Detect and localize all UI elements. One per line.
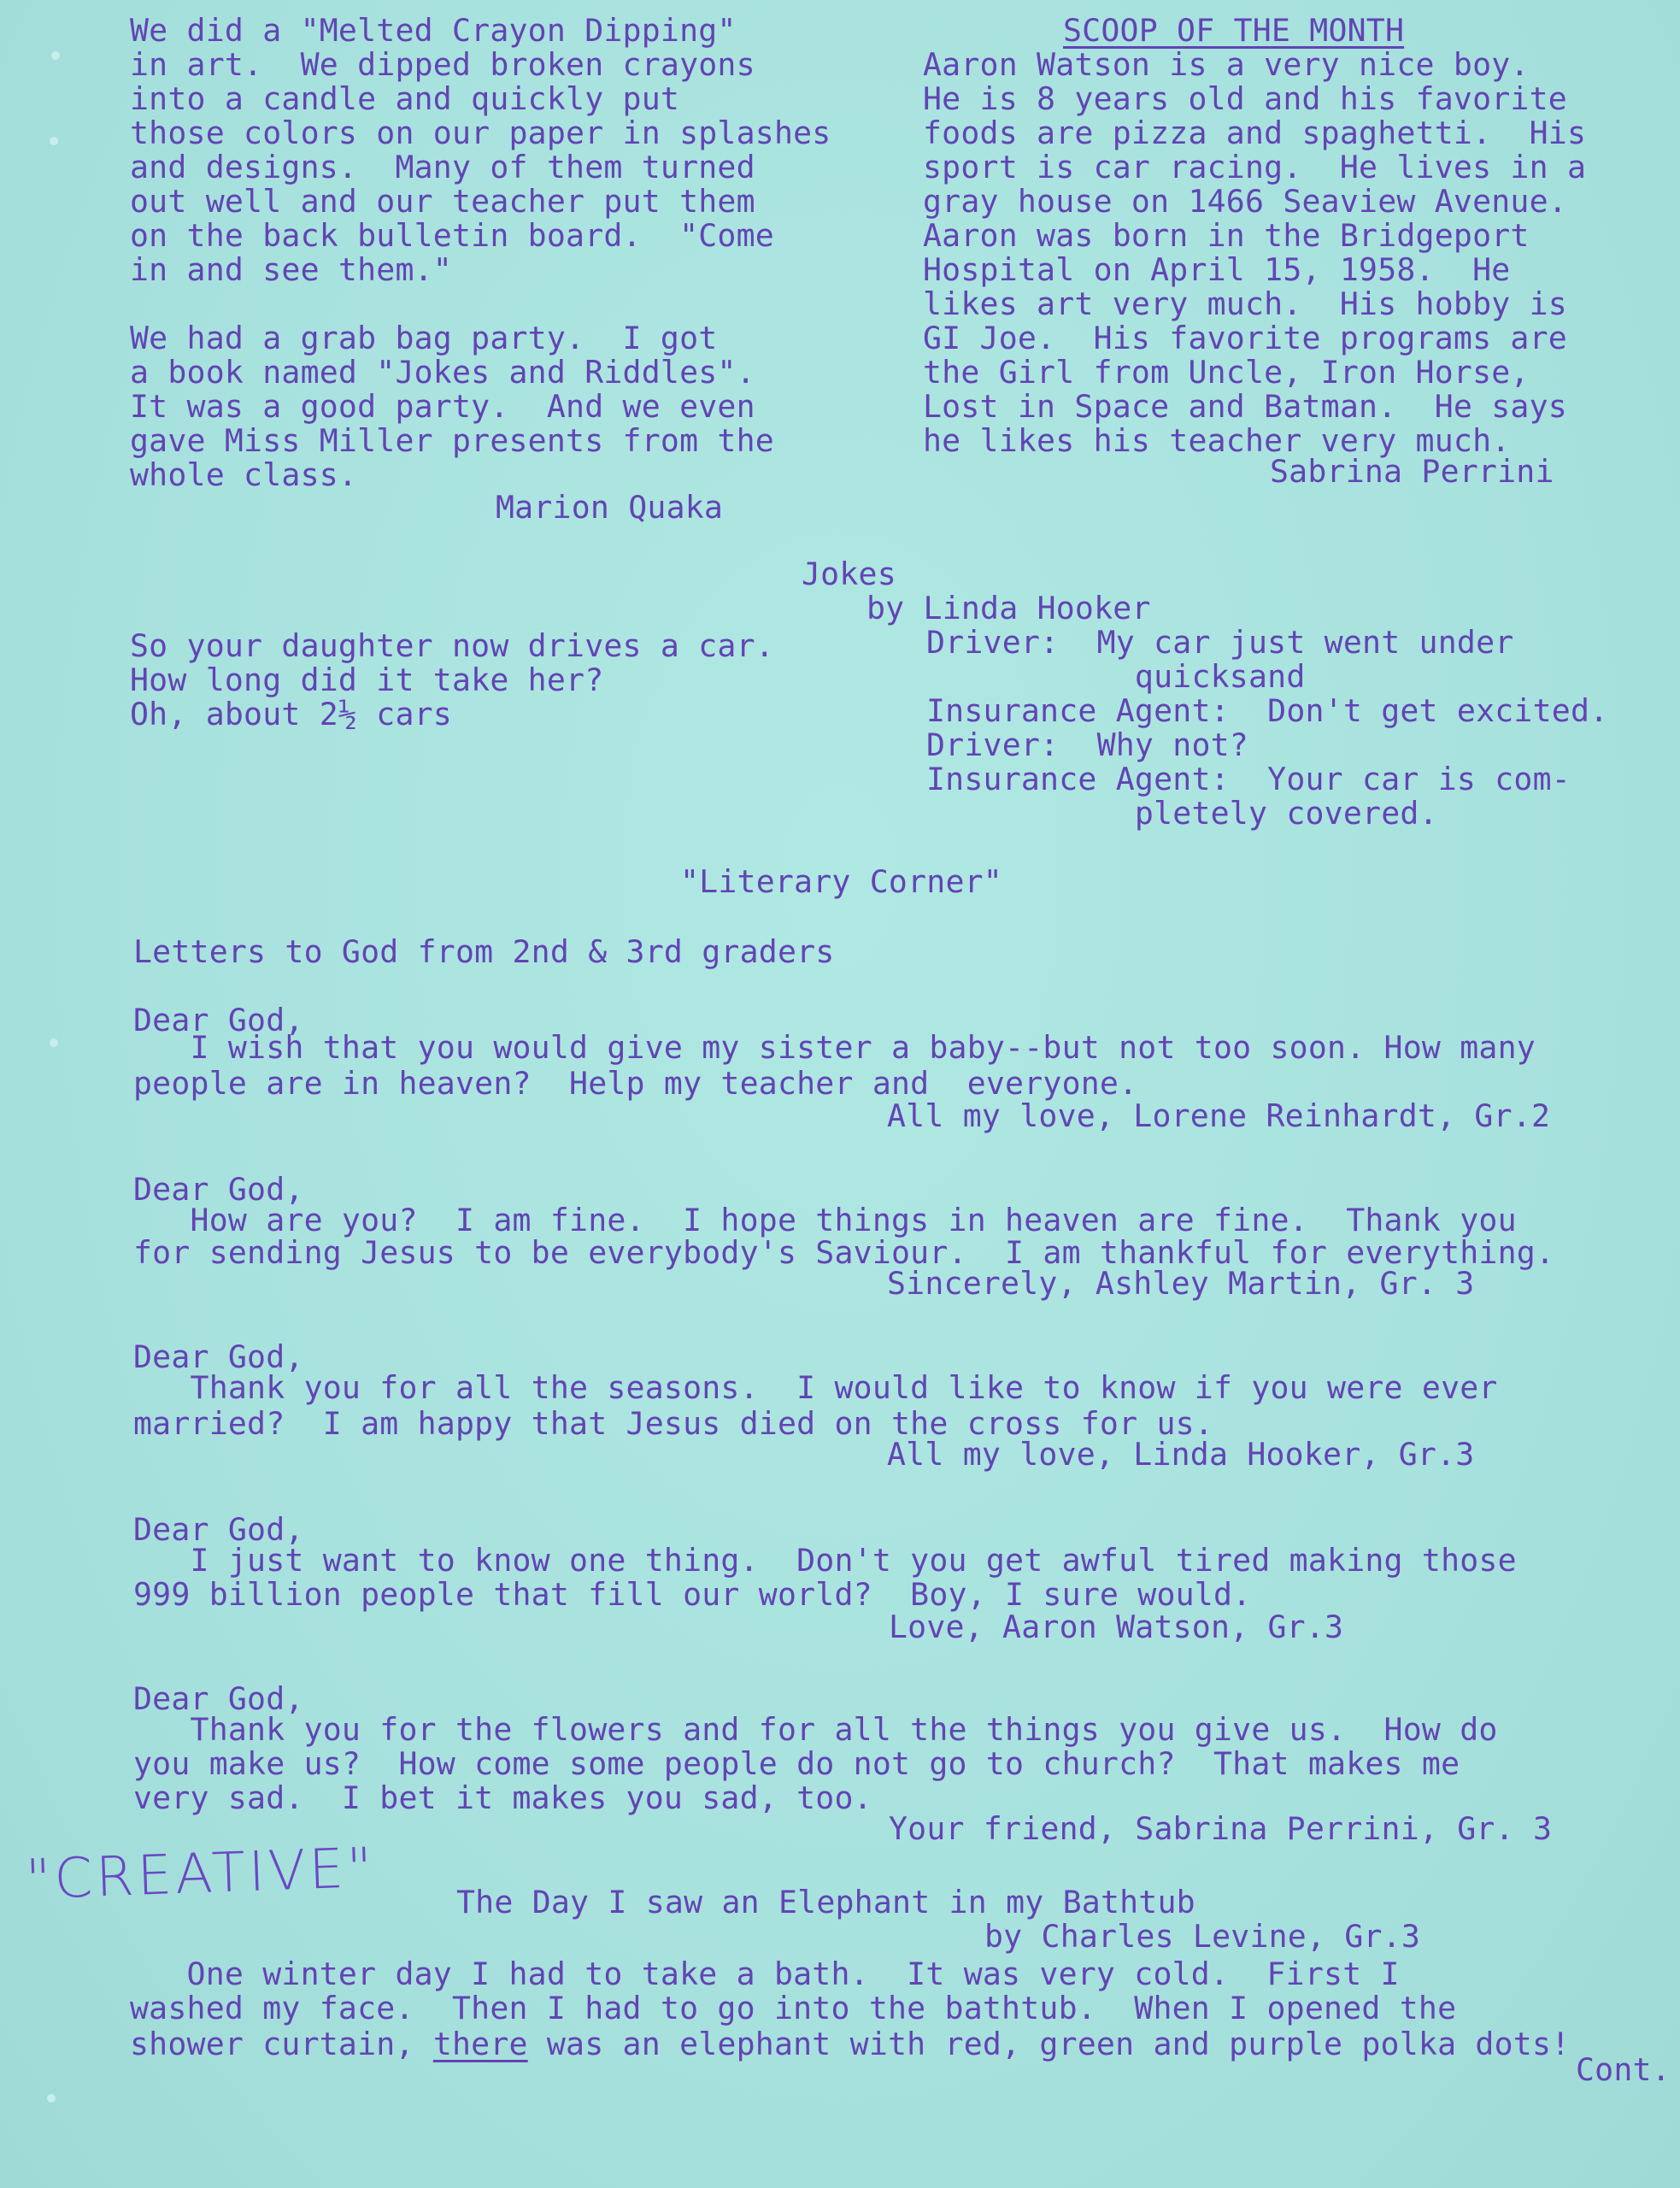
punch-mark [50, 1038, 58, 1047]
story-text: was an elephant with red, green and purple polka dots! [527, 2026, 1571, 2062]
text-line: a book named "Jokes and Riddles". [130, 354, 755, 391]
letter-line: you make us? How come some people do not go to church? That makes me [133, 1745, 1460, 1782]
story-line: One winter day I had to take a bath. It was very cold. First I [130, 1956, 1400, 1992]
underlined-word: there [432, 2026, 528, 2062]
letter-line: for sending Jesus to be everybody's Saviour. I am thankful for everything. [133, 1234, 1555, 1271]
letter-line: 999 billion people that fill our world? Boy, I sure would. [133, 1576, 1252, 1613]
punch-mark [51, 51, 60, 60]
jokes-byline: by Linda Hooker [866, 590, 1151, 626]
literary-subtitle: Letters to God from 2nd & 3rd graders [133, 933, 835, 970]
text-line: out well and our teacher put them [130, 183, 755, 220]
text-line: sport is car racing. He lives in a [923, 149, 1587, 185]
joke-line: Insurance Agent: Don't get excited. [926, 692, 1609, 729]
text-line: on the back bulletin board. "Come [130, 217, 774, 254]
letter-line: married? I am happy that Jesus died on the cross for us. [133, 1405, 1213, 1442]
letter-signature: All my love, Lorene Reinhardt, Gr.2 [887, 1097, 1551, 1134]
text-line: in and see them." [130, 251, 452, 288]
letter-line: people are in heaven? Help my teacher and everyone. [133, 1065, 1138, 1102]
text-line: We had a grab bag party. I got [130, 320, 718, 356]
article-author: Marion Quaka [496, 489, 724, 526]
text-line: he likes his teacher very much. [923, 422, 1511, 459]
scoop-title: SCOOP OF THE MONTH [1063, 12, 1405, 49]
story-line: washed my face. Then I had to go into the bathtub. When I opened the [130, 1990, 1457, 2026]
text-line: GI Joe. His favorite programs are [923, 320, 1567, 356]
text-line: foods are pizza and spaghetti. His [923, 115, 1587, 151]
text-line: gave Miss Miller presents from the [130, 422, 774, 459]
joke-line: Oh, about 2½ cars [130, 696, 452, 732]
continued-marker: Cont. [1576, 2051, 1671, 2088]
letter-salutation: Dear God, [133, 1680, 304, 1717]
letter-line: I wish that you would give my sister a baby--but not too soon. How many [133, 1029, 1536, 1066]
text-line: Aaron was born in the Bridgeport [923, 217, 1530, 254]
story-byline: by Charles Levine, Gr.3 [984, 1918, 1421, 1955]
literary-title: "Literary Corner" [680, 863, 1002, 900]
letter-line: very sad. I bet it makes you sad, too. [133, 1779, 872, 1816]
text-line: in art. We dipped broken crayons [130, 46, 755, 83]
letter-line: How are you? I am fine. I hope things in heaven are fine. Thank you [133, 1202, 1517, 1238]
joke-line: How long did it take her? [130, 662, 604, 698]
text-line: Aaron Watson is a very nice boy. [923, 46, 1530, 83]
text-line: We did a "Melted Crayon Dipping" [130, 12, 737, 49]
text-line: He is 8 years old and his favorite [923, 80, 1567, 117]
letter-signature: All my love, Linda Hooker, Gr.3 [887, 1436, 1475, 1473]
punch-mark [47, 2094, 56, 2103]
story-text: shower curtain, [130, 2026, 433, 2062]
text-line: those colors on our paper in splashes [130, 115, 831, 151]
letter-signature: Love, Aaron Watson, Gr.3 [889, 1609, 1344, 1645]
joke-line: Insurance Agent: Your car is com- [926, 761, 1571, 797]
letter-salutation: Dear God, [133, 1338, 304, 1375]
story-title: The Day I saw an Elephant in my Bathtub [456, 1884, 1195, 1920]
letter-line: I just want to know one thing. Don't you get awful tired making those [133, 1542, 1517, 1579]
letter-line: Thank you for all the seasons. I would like to know if you were ever [133, 1369, 1498, 1406]
letter-signature: Sincerely, Ashley Martin, Gr. 3 [887, 1265, 1475, 1302]
letter-salutation: Dear God, [133, 1511, 304, 1548]
article-author: Sabrina Perrini [1270, 453, 1554, 490]
letter-signature: Your friend, Sabrina Perrini, Gr. 3 [889, 1810, 1553, 1847]
joke-line: Driver: My car just went under [926, 624, 1514, 661]
text-line: gray house on 1466 Seaview Avenue. [923, 183, 1567, 220]
letter-salutation: Dear God, [133, 1002, 304, 1038]
handwritten-creative-label: "CREATIVE" [24, 1836, 377, 1913]
joke-line: So your daughter now drives a car. [130, 627, 774, 664]
text-line: Hospital on April 15, 1958. He [923, 251, 1511, 288]
text-line: the Girl from Uncle, Iron Horse, [923, 354, 1530, 391]
text-line: likes art very much. His hobby is [923, 285, 1567, 322]
text-line: Lost in Space and Batman. He says [923, 388, 1567, 425]
text-line: and designs. Many of them turned [130, 149, 755, 185]
text-line: whole class. [130, 456, 358, 493]
jokes-title: Jokes [802, 556, 896, 592]
story-line [130, 2027, 1570, 2062]
text-line: It was a good party. And we even [130, 388, 755, 425]
joke-line: pletely covered. [926, 795, 1438, 832]
letter-salutation: Dear God, [133, 1171, 304, 1208]
joke-line: quicksand [926, 658, 1306, 695]
text-line: into a candle and quickly put [130, 80, 680, 117]
letter-line: Thank you for the flowers and for all the things you give us. How do [133, 1711, 1498, 1748]
punch-mark [50, 137, 58, 145]
joke-line: Driver: Why not? [926, 726, 1248, 763]
